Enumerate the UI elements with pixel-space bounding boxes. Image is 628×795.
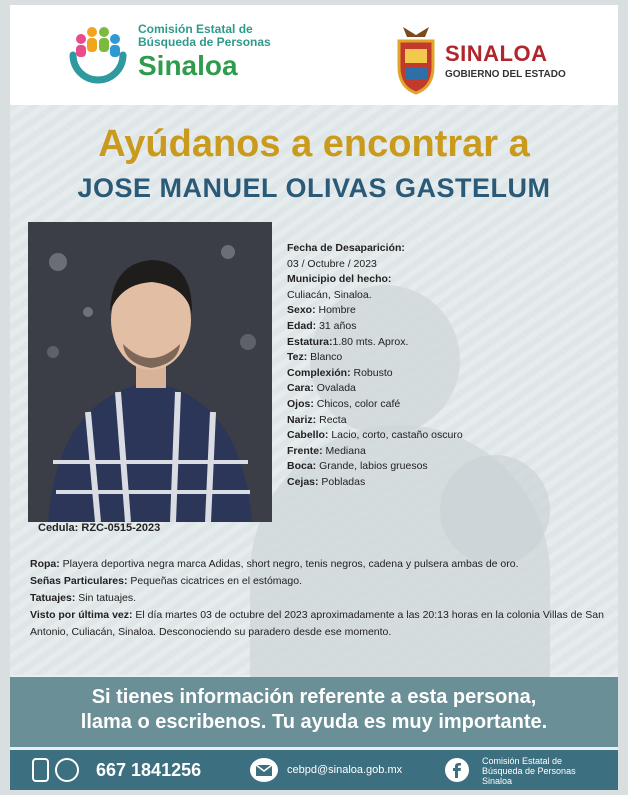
tattoos-line: [30, 590, 610, 607]
detail-row: [287, 428, 607, 444]
detail-value: Culiacán, Sinaloa.: [287, 288, 372, 301]
fb-line-1: Comisión Estatal de: [482, 756, 563, 766]
detail-row: [287, 413, 607, 429]
marks-label: Señas Particulares:: [30, 575, 128, 587]
last-seen-line: [30, 607, 610, 641]
detail-value: 1.80 mts. Aprox.: [332, 335, 409, 348]
detail-row: [287, 350, 607, 366]
gov-title: SINALOA: [445, 41, 548, 66]
phone-number[interactable]: 667 1841256: [96, 760, 202, 780]
detail-label: Cara:: [287, 382, 314, 395]
headline: Ayúdanos a encontrar a: [98, 123, 530, 165]
cta-line-2: llama o escribenos. Tu ayuda es muy importante.: [80, 711, 548, 733]
missing-person-poster: [10, 5, 618, 790]
gov-subtitle: GOBIERNO DEL ESTADO: [445, 69, 566, 80]
detail-label: Sexo:: [287, 304, 316, 317]
agency-logo-icon: [65, 21, 131, 87]
detail-value: Hombre: [315, 304, 356, 317]
detail-row: [287, 459, 607, 475]
detail-row: [287, 366, 607, 382]
detail-row: [287, 241, 607, 257]
detail-value: Ovalada: [313, 382, 356, 395]
clothing-label: Ropa:: [30, 558, 60, 570]
agency-state: Sinaloa: [138, 50, 238, 82]
detail-value: Mediana: [322, 444, 366, 457]
phone-icon: [32, 758, 49, 782]
cedula-number: Cedula: RZC-0515-2023: [38, 522, 161, 534]
detail-row: [287, 272, 607, 288]
state-shield-icon: [395, 23, 437, 95]
tattoos-label: Tatuajes:: [30, 592, 76, 604]
detail-value: 31 años: [316, 319, 357, 332]
detail-label: Frente:: [287, 444, 323, 457]
detail-label: Nariz:: [287, 413, 317, 426]
government-name: [445, 41, 566, 80]
physical-details: [287, 241, 607, 491]
fb-line-2: Búsqueda de Personas: [482, 766, 576, 776]
header: [10, 5, 618, 105]
cta-line-1: Si tienes información referente a esta persona,: [91, 686, 537, 708]
detail-row: [287, 397, 607, 413]
detail-label: Cabello:: [287, 429, 329, 442]
detail-value: 03 / Octubre / 2023: [287, 257, 377, 270]
detail-value: Lacio, corto, castaño oscuro: [328, 429, 463, 442]
facebook-page-name[interactable]: [482, 756, 602, 786]
agency-line-2: Búsqueda de Personas: [138, 35, 271, 50]
detail-label: Edad:: [287, 319, 317, 332]
detail-value: Grande, labios gruesos: [316, 460, 428, 473]
detail-value: Blanco: [307, 351, 343, 364]
detail-row: [287, 319, 607, 335]
marks-line: [30, 573, 610, 590]
detail-label: Complexión:: [287, 366, 351, 379]
detail-row: [287, 257, 607, 273]
call-to-action-text: [10, 685, 618, 735]
detail-row: [287, 303, 607, 319]
last-seen-label: Visto por última vez:: [30, 609, 133, 621]
person-name: JOSE MANUEL OLIVAS GASTELUM: [77, 173, 551, 203]
detail-value: Robusto: [350, 366, 393, 379]
email-icon: [250, 758, 278, 782]
detail-label: Estatura:: [287, 335, 333, 348]
detail-value: Chicos, color café: [313, 397, 401, 410]
agency-line-1: Comisión Estatal de: [138, 22, 253, 36]
detail-value: Recta: [316, 413, 347, 426]
person-photo-illustration: [28, 222, 272, 522]
detail-row: [287, 444, 607, 460]
detail-row: [287, 381, 607, 397]
detail-label: Fecha de Desaparición:: [287, 242, 405, 254]
detail-row: [287, 288, 607, 304]
detail-label: Ojos:: [287, 397, 314, 410]
whatsapp-icon: [55, 758, 79, 782]
email-address[interactable]: cebpd@sinaloa.gob.mx: [287, 764, 403, 776]
detail-row: [287, 475, 607, 491]
detail-row: [287, 335, 607, 351]
detail-label: Cejas:: [287, 475, 319, 488]
description-block: [30, 556, 610, 641]
call-to-action-band: [10, 677, 618, 747]
facebook-icon: [445, 758, 469, 782]
agency-name: [138, 23, 271, 82]
detail-label: Tez:: [287, 351, 308, 364]
fb-line-3: Sinaloa: [482, 776, 513, 786]
clothing-text: Playera deportiva negra marca Adidas, short negro, tenis negros, cadena y pulsera ambas de oro.: [59, 558, 519, 570]
contact-footer: [10, 750, 618, 790]
tattoos-text: Sin tatuajes.: [75, 592, 137, 604]
clothing-line: [30, 556, 610, 573]
person-photo: [28, 222, 272, 522]
detail-label: Municipio del hecho:: [287, 273, 392, 286]
detail-value: Pobladas: [318, 475, 366, 488]
marks-text: Pequeñas cicatrices en el estómago.: [127, 575, 302, 587]
last-seen-text: El día martes 03 de octubre del 2023 aproximadamente a las 20:13 horas en la colonia Villas de San Antonio, Culiacán, Sinaloa. Desconociendo su paradero desde ese momento.: [30, 609, 604, 638]
detail-label: Boca:: [287, 460, 317, 473]
